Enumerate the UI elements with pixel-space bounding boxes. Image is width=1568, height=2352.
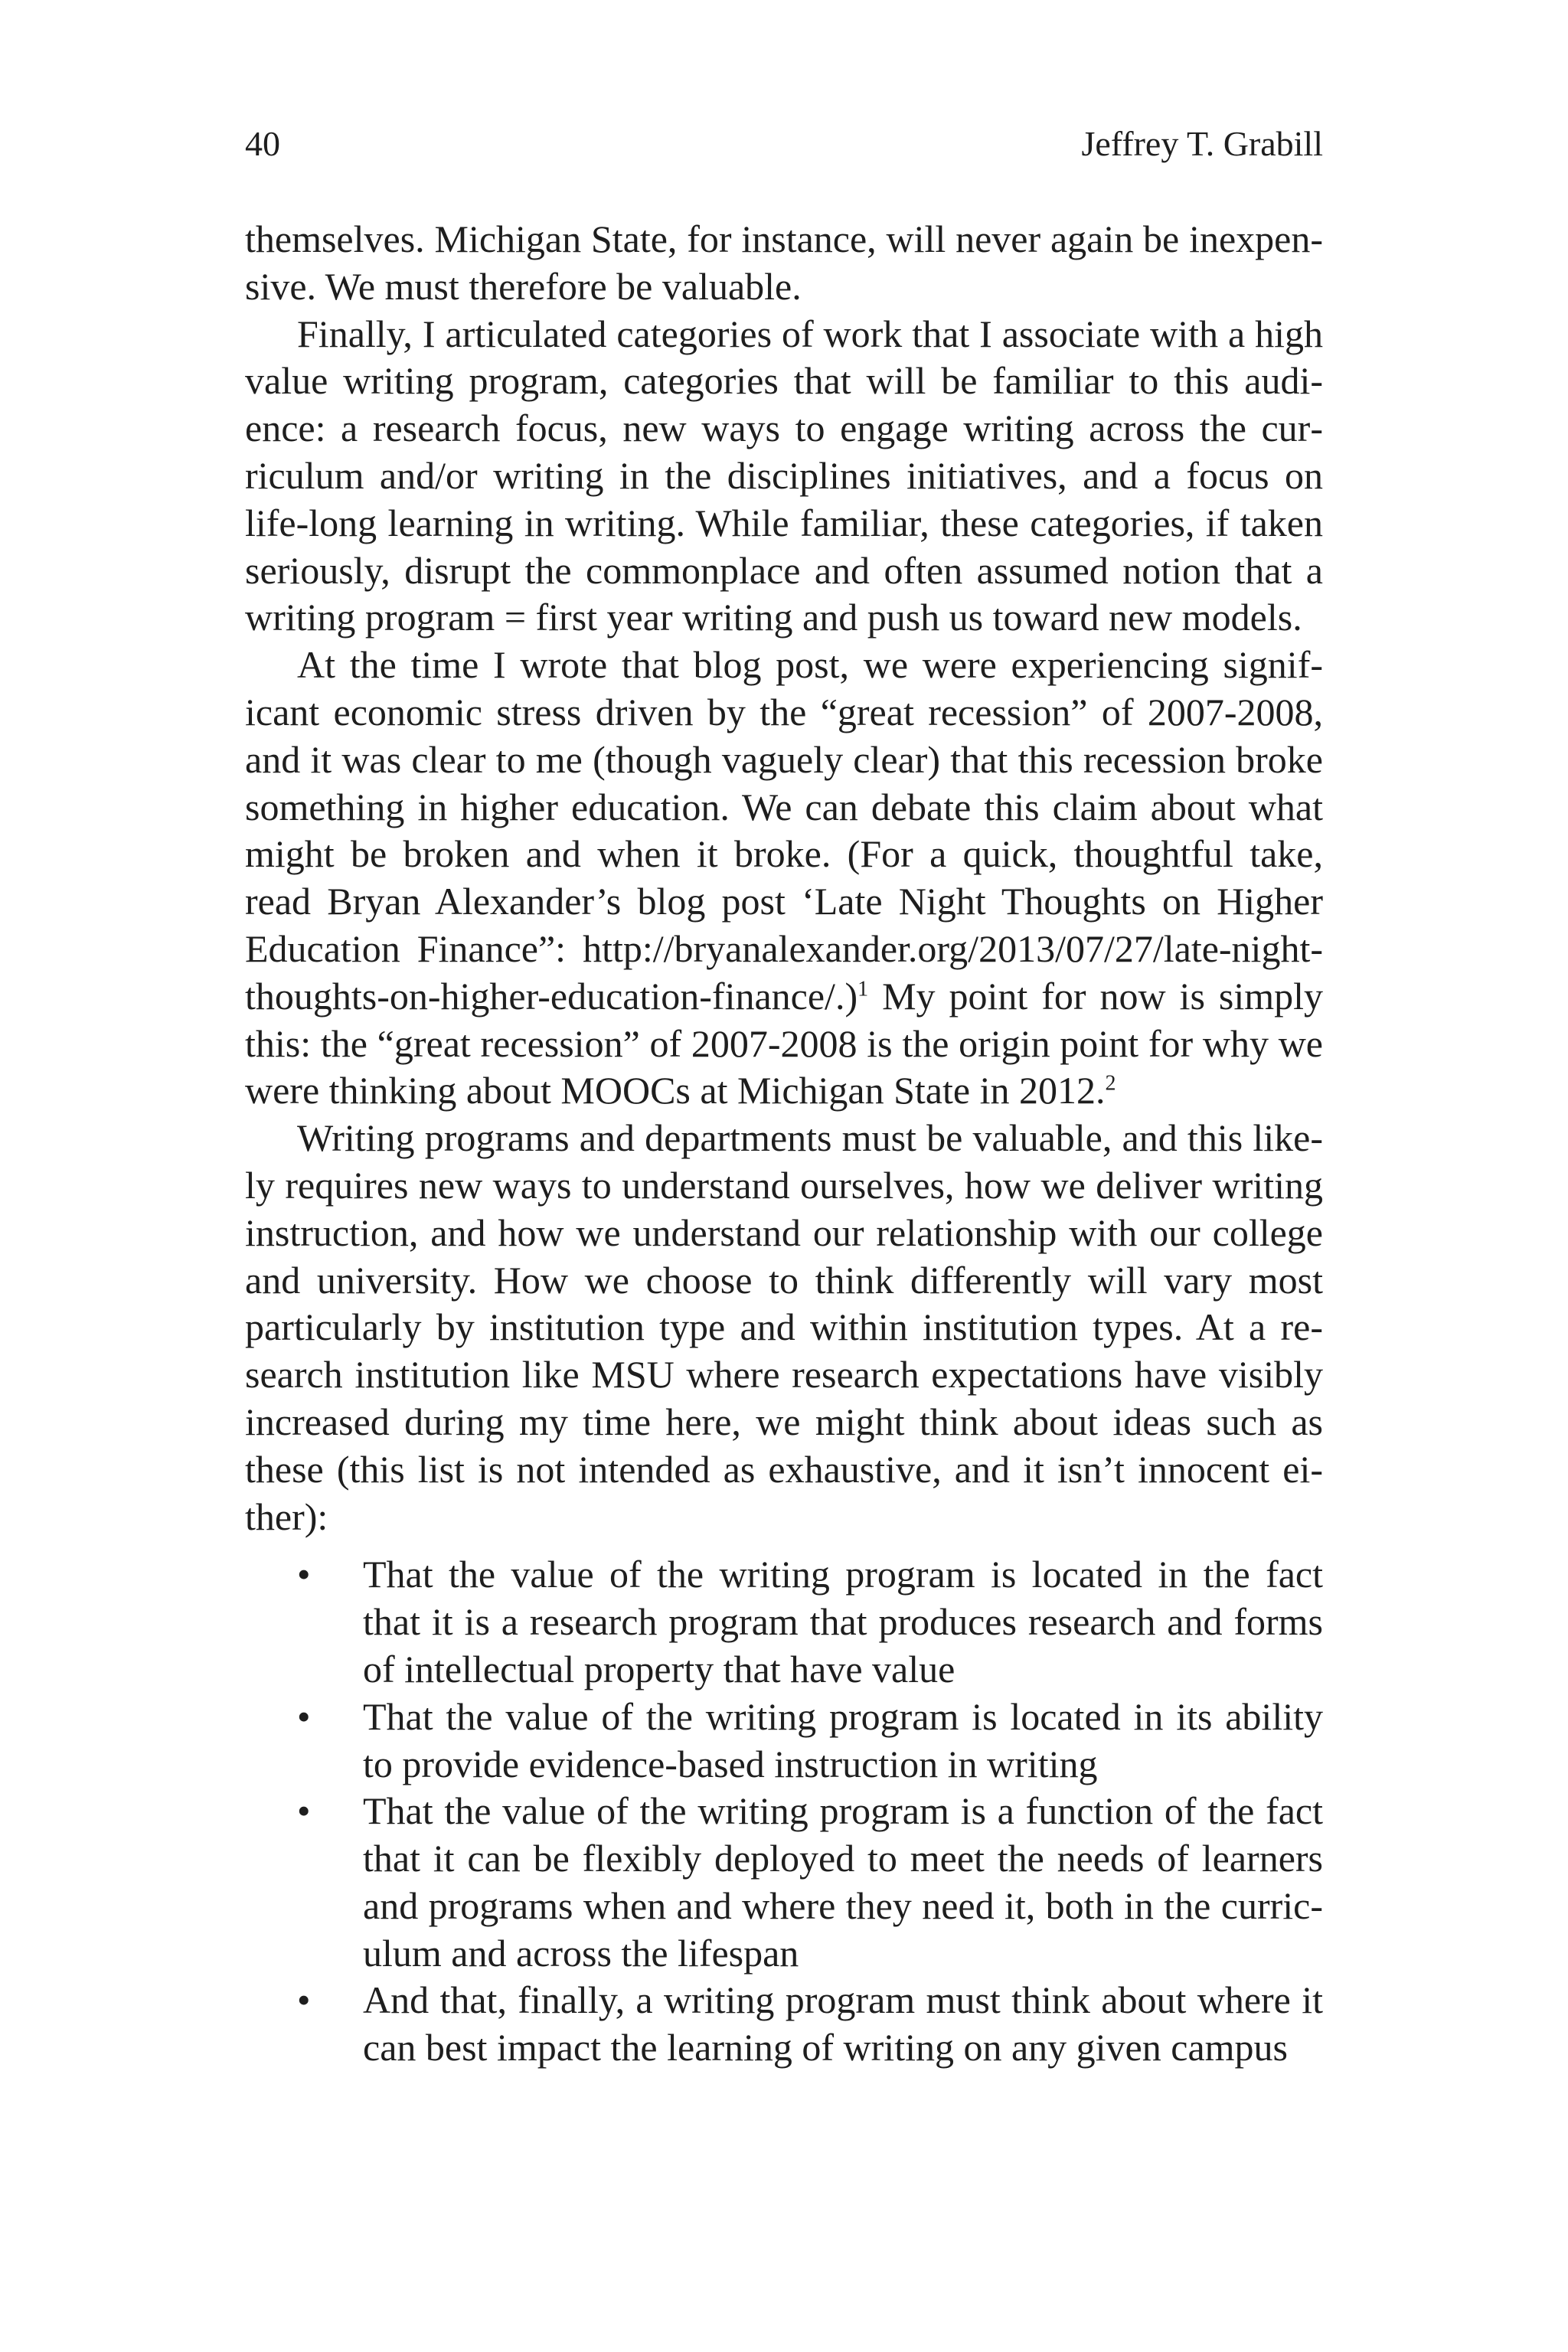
paragraph-continuation: themselves. Michigan State, for instance, will never again be inexpensive. We must therefore be valuable. xyxy=(245,217,1323,308)
bullet-text: That the value of the writing program is located in the fact that it is a research program that produces research and forms of intellectual property that have value xyxy=(363,1553,1323,1690)
paragraph-recession xyxy=(245,642,1323,1115)
paragraph-categories: Finally, I articulated categories of work that I associate with a high value writing program, categories that will be familiar to this audience: a research focus, new ways to engage writing across the curriculum and/or writing in the disciplines initiatives, and a focus on life-long learning in writing. While familiar, these categories, if taken seriously, disrupt the commonplace and often assumed notion that a writing program = first year writing and push us toward new models. xyxy=(245,312,1323,639)
bullet-icon: • xyxy=(297,1978,311,2022)
bullet-text: That the value of the writing program is located in its ability to provide evidence-based instruction in writing xyxy=(363,1694,1323,1785)
paragraph-recession-text-1: At the time I wrote that blog post, we were experiencing significant economic stress driven by the “great recession” of 2007-2008, and it was clear to me (though vaguely clear) that this recession broke something in higher education. We can debate this claim about what might be broken and when it broke. (For a quick, thoughtful take, read Bryan Alexander’s blog post ‘Late Night Thoughts on Higher Education Finance”: http://bryanalexander.org/2013/07/27/late-night-thoughts-on-higher-education-finance/.) xyxy=(245,643,1323,1018)
paragraph-recession-text-2: My point for now is simply this: the “great recession” of 2007-2008 is the origin point for why we were thinking about MOOCs at Michigan State in 2012. xyxy=(245,974,1323,1112)
body-text xyxy=(245,216,1323,2072)
footnote-marker-2: 2 xyxy=(1105,1071,1116,1096)
bullet-icon: • xyxy=(297,1789,311,1833)
bullet-icon: • xyxy=(297,1694,311,1738)
bullet-item xyxy=(245,1977,1323,2072)
bullet-list xyxy=(245,1551,1323,2072)
paragraph-writing-programs: Writing programs and departments must be valuable, and this likely requires new ways to understand ourselves, how we deliver writing instruction, and how we understand our relationship with our college and university. How we choose to think differently will vary most particularly by institution type and within institution types. At a research institution like MSU where research expectations have visibly increased during my time here, we might think about ideas such as these (this list is not intended as exhaustive, and it isn’t innocent either): xyxy=(245,1116,1323,1538)
bullet-text: That the value of the writing program is a function of the fact that it can be flexibly deployed to meet the needs of learners and programs when and where they need it, both in the curriculum and across the lifespan xyxy=(363,1789,1323,1975)
bullet-item xyxy=(245,1694,1323,1788)
running-head xyxy=(245,121,1323,167)
bullet-text: And that, finally, a writing program must think about where it can best impact the learning of writing on any given campus xyxy=(363,1978,1323,2069)
bullet-icon: • xyxy=(297,1553,311,1596)
running-head-author: Jeffrey T. Grabill xyxy=(1081,124,1323,163)
bullet-item xyxy=(245,1551,1323,1693)
bullet-item xyxy=(245,1788,1323,1977)
page-number: 40 xyxy=(245,124,280,163)
footnote-marker-1: 1 xyxy=(858,977,869,1001)
